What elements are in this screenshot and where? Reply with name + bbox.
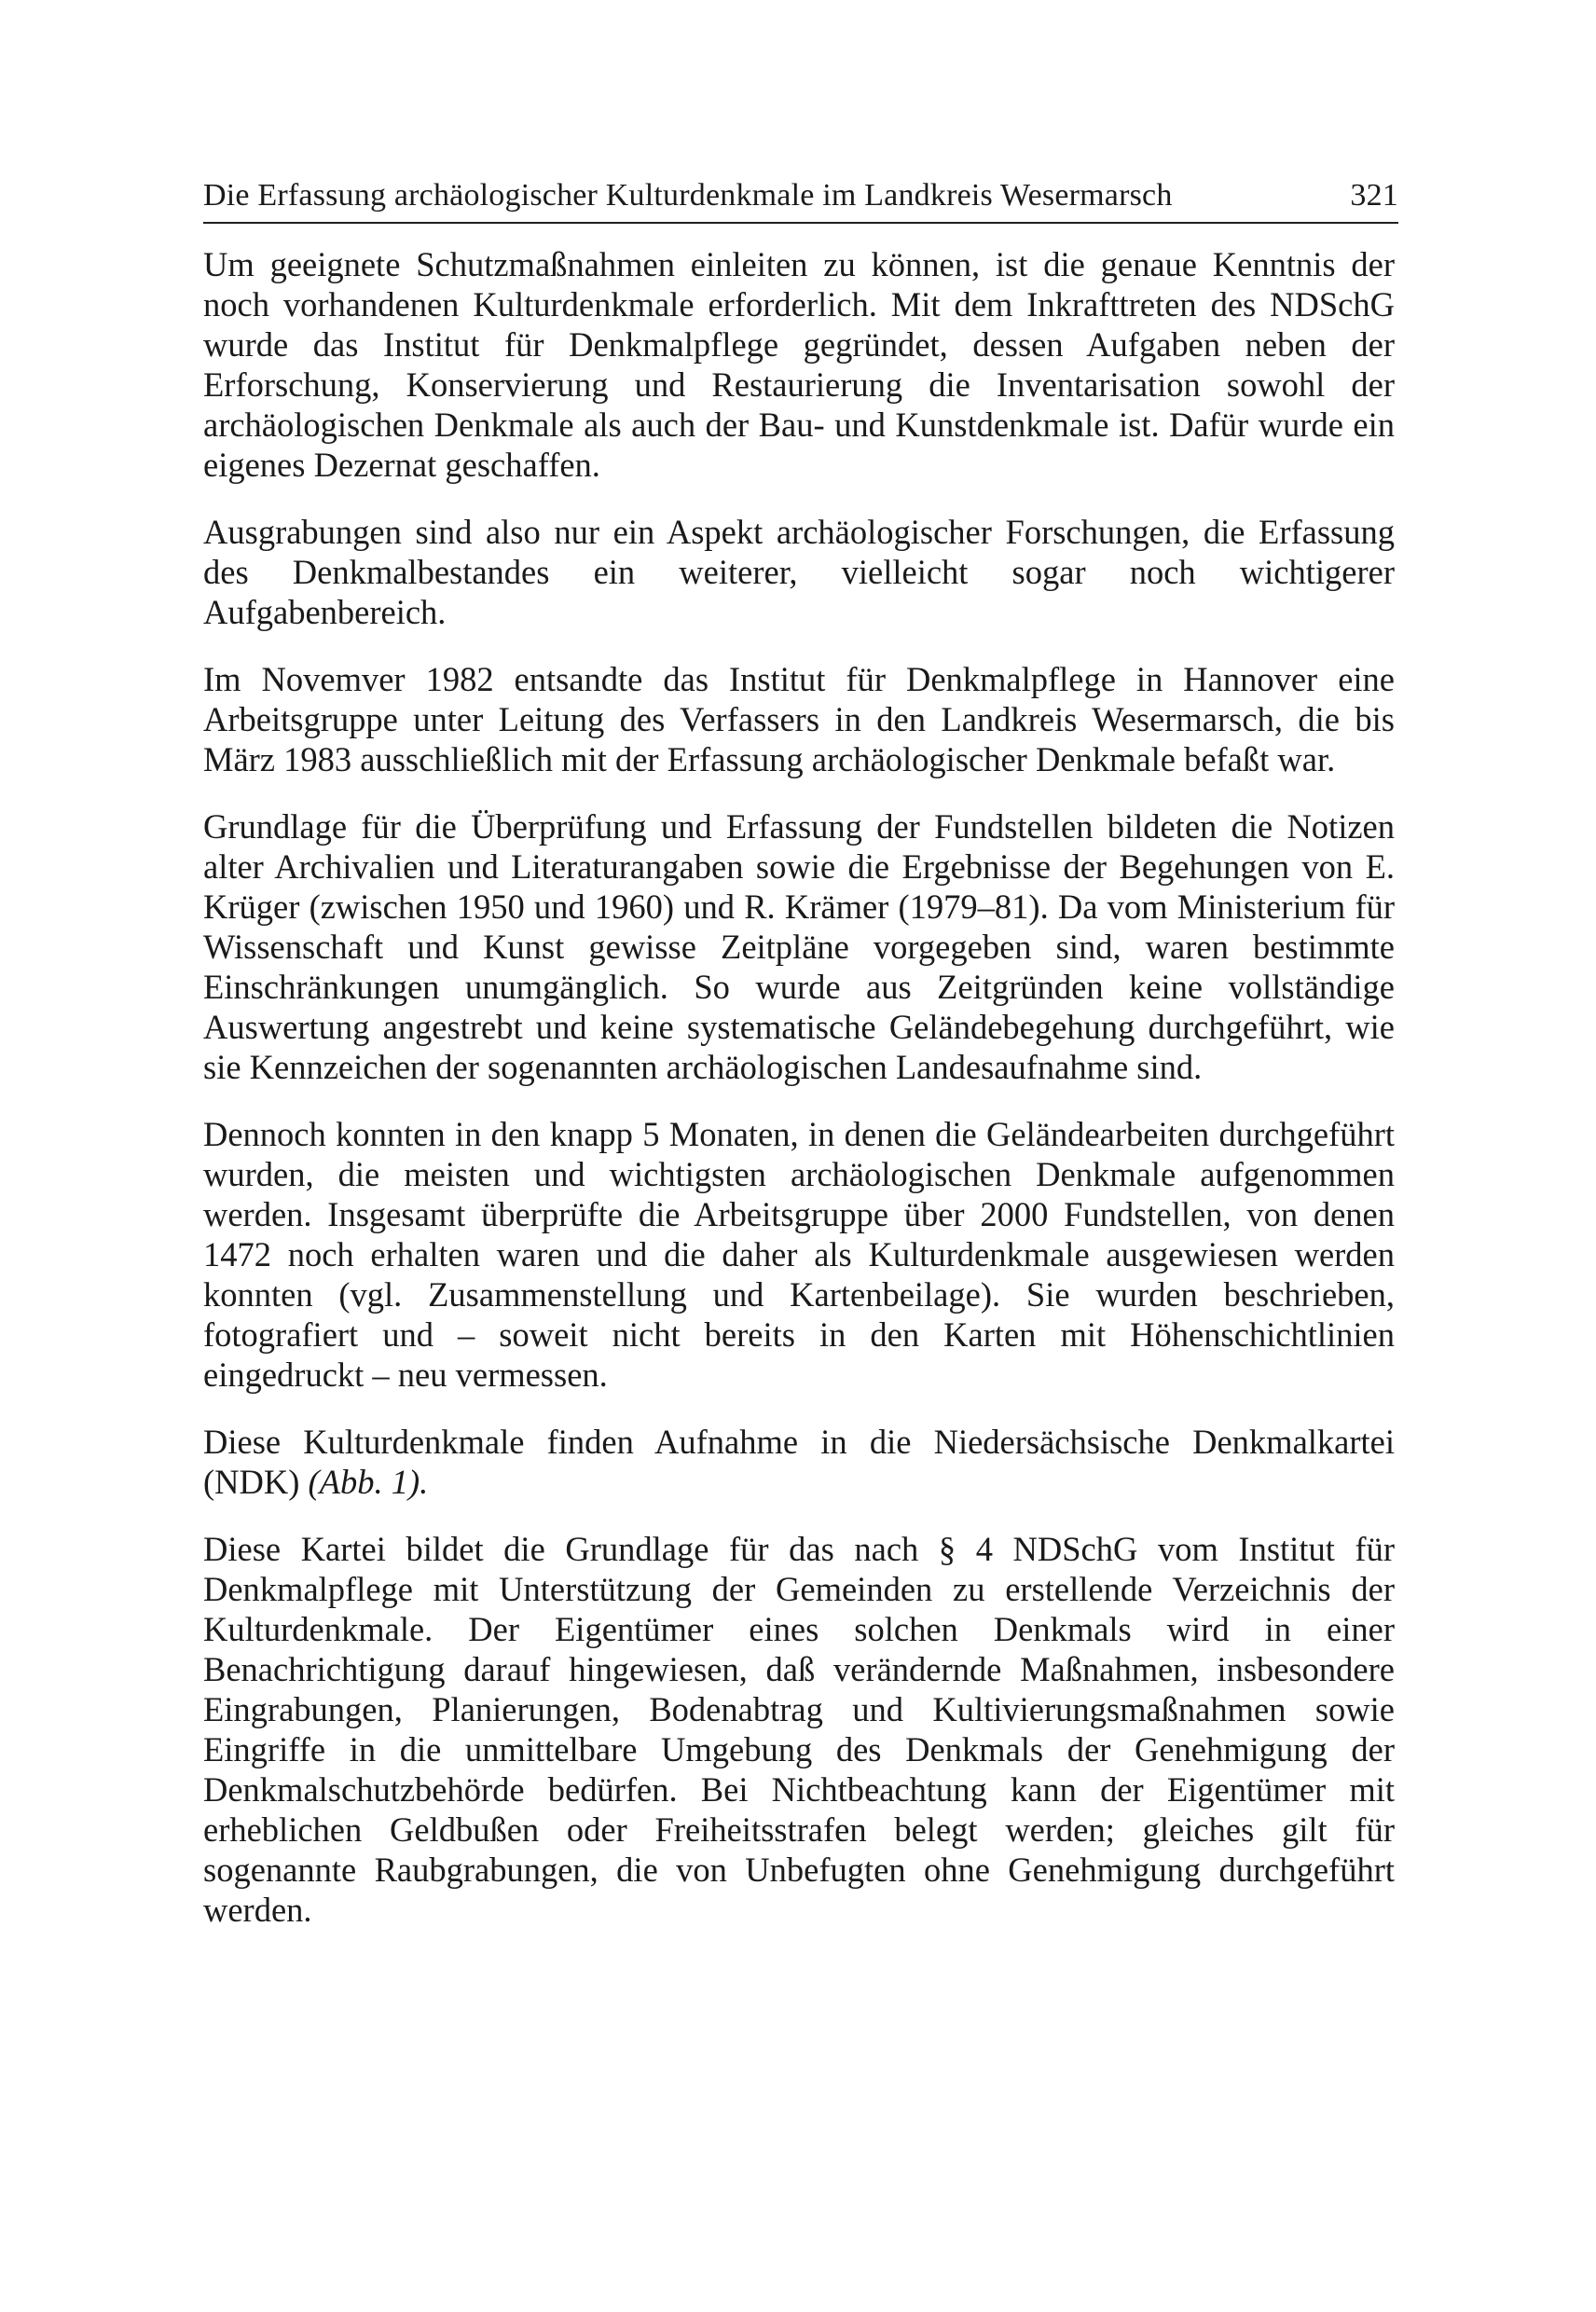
header-rule	[203, 222, 1398, 224]
paragraph-4: Grundlage für die Überprüfung und Erfassung der Fundstellen bildeten die Notizen alter Archivalien und Literaturangaben sowie die Ergebnisse der Begehungen von E. Krüger (zwischen 1950 und 1960) und R. Krämer (1979–81). Da vom Ministerium für Wissenschaft und Kunst gewisse Zeitpläne vorgegeben sind, waren bestimmte Einschränkungen unumgänglich. So wurde aus Zeitgründen keine vollständige Auswertung angestrebt und keine systematische Geländebegehung durchgeführt, wie sie Kennzeichen der sogenannten archäologischen Landesaufnahme sind.	[203, 807, 1395, 1086]
running-head	[203, 175, 1398, 220]
body-text	[203, 244, 1395, 1930]
running-title: Die Erfassung archäologischer Kulturdenkmale im Landkreis Wesermarsch	[203, 178, 1173, 213]
paragraph-1: Um geeignete Schutzmaßnahmen einleiten zu können, ist die genaue Kenntnis der noch vorhandenen Kulturdenkmale erforderlich. Mit dem Inkrafttreten des NDSchG wurde das Institut für Denkmalpflege gegründet, dessen Aufgaben neben der Erforschung, Konservierung und Restaurierung die Inventarisation sowohl der archäologischen Denkmale als auch der Bau- und Kunstdenkmale ist. Dafür wurde ein eigenes Dezernat geschaffen.	[203, 245, 1395, 484]
paragraph-2: Ausgrabungen sind also nur ein Aspekt archäologischer Forschungen, die Erfassung des Denkmalbestandes ein weiterer, vielleicht sogar noch wichtigerer Aufgabenbereich.	[203, 513, 1395, 631]
figure-reference: (Abb. 1).	[308, 1463, 429, 1501]
paragraph-6	[203, 1422, 1395, 1502]
paragraph-7: Diese Kartei bildet die Grundlage für das nach § 4 NDSchG vom Institut für Denkmalpflege mit Unterstützung der Gemeinden zu erstellende Verzeichnis der Kulturdenkmale. Der Eigentümer eines solchen Denkmals wird in einer Benachrichtigung darauf hingewiesen, daß verändernde Maßnahmen, insbesondere Eingrabungen, Planierungen, Bodenabtrag und Kultivierungsmaßnahmen sowie Eingriffe in die unmittelbare Umgebung des Denkmals der Genehmigung der Denkmalschutzbehörde bedürfen. Bei Nichtbeachtung kann der Eigentümer mit erheblichen Geldbußen oder Freiheitsstrafen belegt werden; gleiches gilt für sogenannte Raubgrabungen, die von Unbefugten ohne Genehmigung durchgeführt werden.	[203, 1530, 1395, 1929]
paragraph-3: Im Novemver 1982 entsandte das Institut für Denkmalpflege in Hannover eine Arbeitsgruppe unter Leitung des Verfassers in den Landkreis Wesermarsch, die bis März 1983 ausschließlich mit der Erfassung archäologischer Denkmale befaßt war.	[203, 660, 1395, 778]
paragraph-6-text: Diese Kulturdenkmale finden Aufnahme in die Niedersächsische Denkmalkartei (NDK)	[203, 1423, 1395, 1501]
paragraph-5: Dennoch konnten in den knapp 5 Monaten, in denen die Geländearbeiten durchgeführt wurden, die meisten und wichtigsten archäologischen Denkmale aufgenommen werden. Insgesamt überprüfte die Arbeitsgruppe über 2000 Fundstellen, von denen 1472 noch erhalten waren und die daher als Kulturdenkmale ausgewiesen werden konnten (vgl. Zusammenstellung und Kartenbeilage). Sie wurden beschrieben, fotografiert und – soweit nicht bereits in den Karten mit Höhenschichtlinien eingedruckt – neu vermessen.	[203, 1115, 1395, 1394]
page-number: 321	[1350, 178, 1398, 213]
